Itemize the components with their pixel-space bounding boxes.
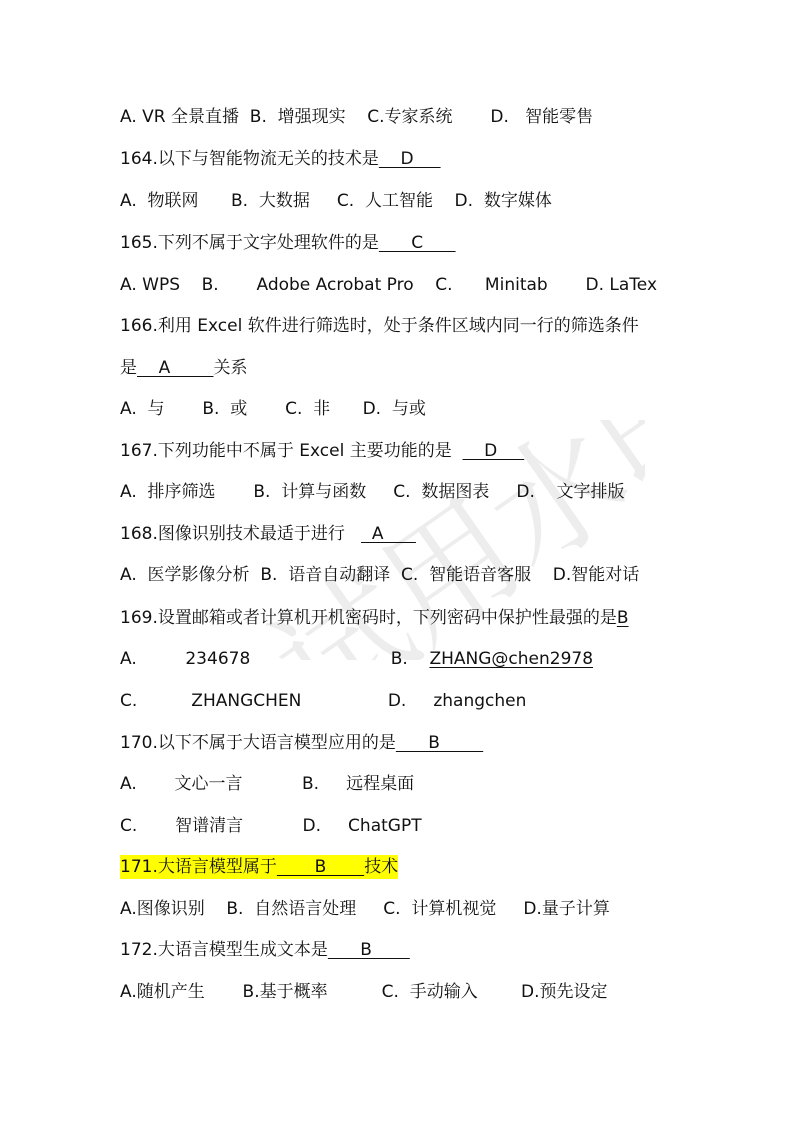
options-163: A. VR 全景直播 B. 增强现实 C.专家系统 D. 智能零售 xyxy=(120,107,594,127)
question-171 xyxy=(120,855,398,879)
answer-blank: B xyxy=(276,857,365,877)
question-text: 172.大语言模型生成文本是 xyxy=(120,940,328,960)
question-167 xyxy=(120,439,524,463)
question-170 xyxy=(120,731,483,755)
answer-blank: A xyxy=(137,358,214,378)
answer-blank: D xyxy=(462,441,525,461)
question-text-suffix: 技术 xyxy=(364,857,399,877)
question-172 xyxy=(120,938,410,962)
question-text: 170.以下不属于大语言模型应用的是 xyxy=(120,733,396,753)
options-166: A. 与 B. 或 C. 非 D. 与或 xyxy=(120,399,426,419)
options-167: A. 排序筛选 B. 计算与函数 C. 数据图表 D. 文字排版 xyxy=(120,482,625,502)
answer-blank: B xyxy=(395,733,484,753)
answer-blank: B xyxy=(327,940,410,960)
options-172: A.随机产生 B.基于概率 C. 手动输入 D.预先设定 xyxy=(120,982,608,1002)
option-text: A. 234678 B. xyxy=(120,649,430,669)
options-171: A.图像识别 B. 自然语言处理 C. 计算机视觉 D.量子计算 xyxy=(120,899,610,919)
question-text-suffix: 关系 xyxy=(213,358,248,378)
question-166-line2 xyxy=(120,356,247,380)
question-text: 164.以下与智能物流无关的技术是 xyxy=(120,149,379,169)
options-170-ab: A. 文心一言 B. 远程桌面 xyxy=(120,774,415,794)
options-165: A. WPS B. Adobe Acrobat Pro C. Minitab D. LaTex xyxy=(120,275,658,295)
question-text: 169.设置邮箱或者计算机开机密码时，下列密码中保护性最强的是 xyxy=(120,608,617,628)
question-text: 167.下列功能中不属于 Excel 主要功能的是 xyxy=(120,441,463,461)
question-text: 168.图像识别技术最适于进行 xyxy=(120,524,362,544)
option-b-password: ZHANG@chen2978 xyxy=(429,649,594,669)
answer-blank: C xyxy=(378,233,456,253)
options-170-cd: C. 智谱清言 D. ChatGPT xyxy=(120,816,422,836)
answer-blank: A xyxy=(361,524,416,544)
question-166-line1: 166.利用 Excel 软件进行筛选时，处于条件区域内同一行的筛选条件 xyxy=(120,316,639,336)
options-169-cd: C. ZHANGCHEN D. zhangchen xyxy=(120,691,527,711)
options-169-ab xyxy=(120,647,593,671)
answer-blank: B xyxy=(616,608,629,628)
options-168: A. 医学影像分析 B. 语音自动翻译 C. 智能语音客服 D.智能对话 xyxy=(120,565,640,585)
answer-blank: D xyxy=(378,149,441,169)
options-164: A. 物联网 B. 大数据 C. 人工智能 D. 数字媒体 xyxy=(120,191,552,211)
question-168 xyxy=(120,522,416,546)
question-169 xyxy=(120,606,629,630)
question-text: 171.大语言模型属于 xyxy=(120,857,277,877)
question-text: 165.下列不属于文字处理软件的是 xyxy=(120,233,379,253)
question-165 xyxy=(120,231,456,255)
question-text: 是 xyxy=(120,358,137,378)
question-164 xyxy=(120,147,441,171)
watermark-text: 试用水印 xyxy=(247,420,645,660)
